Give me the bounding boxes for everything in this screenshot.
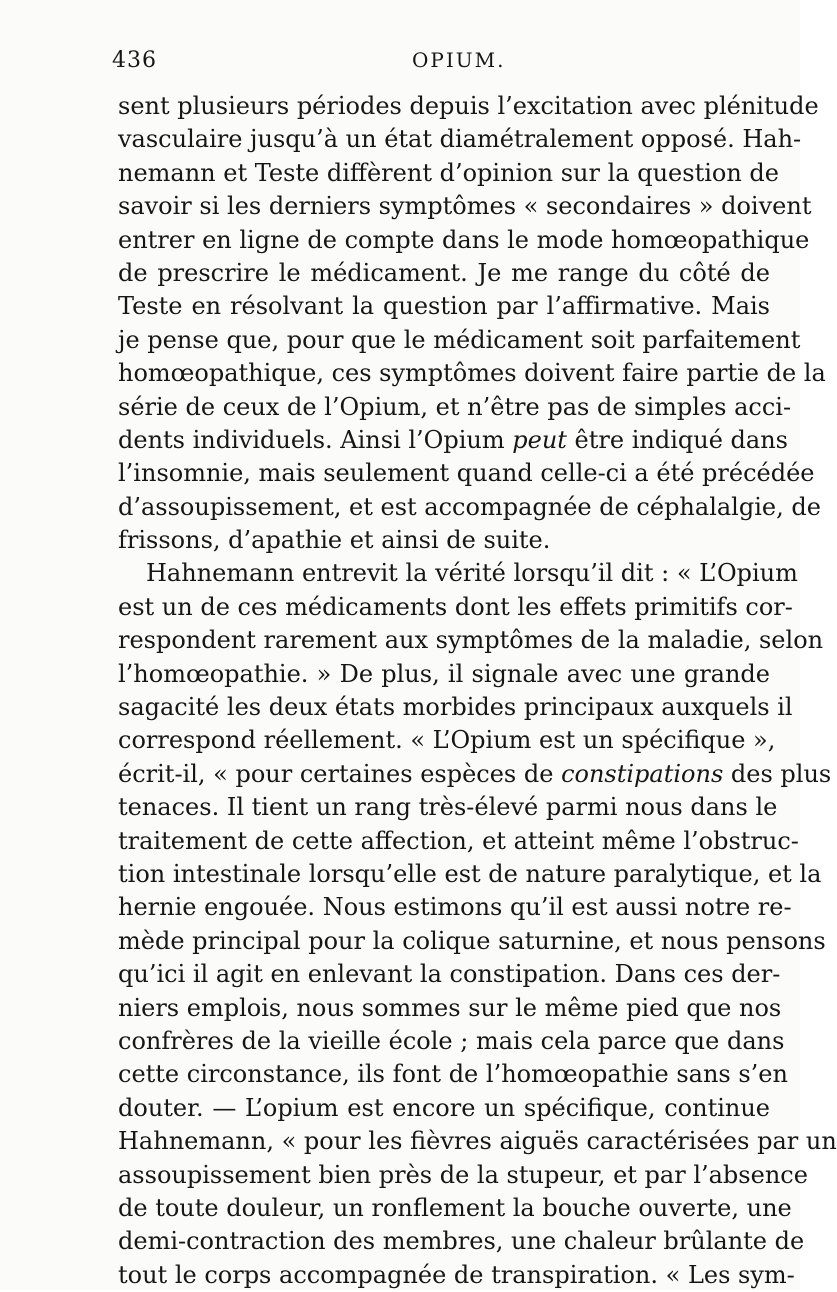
text-run: des plus [723,759,832,788]
text-line: qu’ici il agit en enlevant la constipation. Dans ces der- [118,960,781,989]
text-line: l’insomnie, mais seulement quand celle-ci a été précédée [118,459,815,488]
text-line: je pense que, pour que le médicament soit parfaitement [118,325,801,354]
text-line: Hahnemann, « pour les fièvres aiguës caractérisées par un [118,1127,837,1156]
text-line: traitement de cette affection, et atteint même l’obstruc- [118,826,799,855]
text-line: douter. — L’opium est encore un spécifique, continue [118,1093,770,1122]
text-line: niers emplois, nous sommes sur le même pied que nos [118,993,782,1022]
text-line: mède principal pour la colique saturnine, et nous pensons [118,926,826,955]
text-line: tion intestinale lorsqu’elle est de nature paralytique, et la [118,859,822,888]
text-line: sent plusieurs périodes depuis l’excitation avec plénitude [118,92,819,120]
text-line [118,424,788,457]
text-line: respondent rarement aux symptômes de la maladie, selon [118,626,824,655]
text-line: frissons, d’apathie et ainsi de suite. [118,526,551,555]
italic-word: constipations [561,759,724,788]
text-line: nemann et Teste diffèrent d’opinion sur la question de [118,158,779,187]
text-line: Teste en résolvant la question par l’affirmative. Mais [118,292,770,321]
running-head [112,48,782,78]
text-line: est un de ces médicaments dont les effets primitifs cor- [118,592,793,621]
text-line: hernie engouée. Nous estimons qu’il est aussi notre re- [118,893,792,922]
text-run: dents individuels. Ainsi l’Opium [118,425,513,454]
body-text [118,90,837,1292]
running-title: OPIUM. [412,48,506,72]
text-line: homœopathique, ces symptômes doivent faire partie de la [118,359,826,388]
text-line: série de ceux de l’Opium, et n’être pas de simples acci- [118,392,792,421]
text-line: tenaces. Il tient un rang très-élevé parmi nous dans le [118,793,778,822]
text-line: sagacité les deux états morbides principaux auxquels il [118,693,793,722]
text-line: de toute douleur, un ronflement la bouche ouverte, une [118,1193,792,1222]
text-line: entrer en ligne de compte dans le mode homœopathique [118,225,810,254]
text-line: demi-contraction des membres, une chaleur brûlante de [118,1227,805,1256]
text-line: Hahnemann entrevit la vérité lorsqu’il dit : « L’Opium [146,559,798,588]
text-line: l’homœopathie. » De plus, il signale avec une grande [118,659,770,688]
text-line [118,758,832,791]
text-line: assoupissement bien près de la stupeur, et par l’absence [118,1160,808,1189]
text-line: de prescrire le médicament. Je me range du côté de [118,258,770,287]
text-run: être indiqué dans [566,425,788,454]
text-line: tout le corps accompagnée de transpiration. « Les sym- [118,1260,795,1289]
text-line: confrères de la vieille école ; mais cela parce que dans [118,1026,785,1055]
text-run: écrit-il, « pour certaines espèces de [118,759,562,788]
text-line: savoir si les derniers symptômes « secondaires » doivent [118,192,812,221]
text-line: correspond réellement. « L’Opium est un spécifique », [118,726,776,755]
text-line: vasculaire jusqu’à un état diamétralement opposé. Hah- [118,125,802,154]
text-line: cette circonstance, ils font de l’homœopathie sans s’en [118,1060,788,1089]
italic-word: peut [512,425,567,454]
page-number: 436 [112,48,157,73]
text-line: d’assoupissement, et est accompagnée de céphalalgie, de [118,492,821,521]
